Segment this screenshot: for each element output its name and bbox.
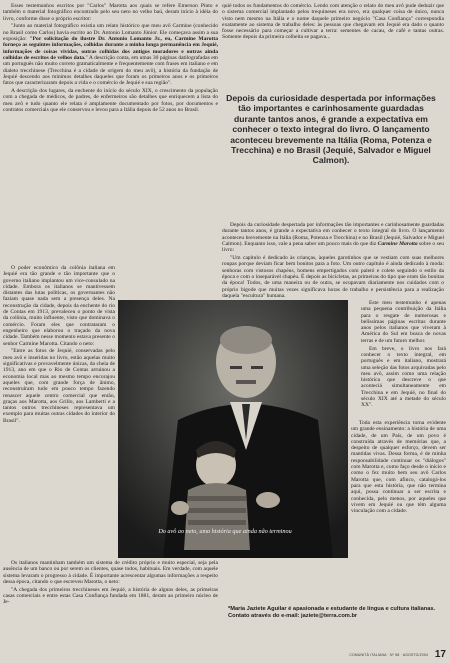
page-number: 17 <box>434 649 446 660</box>
article-paragraph: quié todos os fundamentos do comércio. Lendo com atenção o relato do meu avô pude deduzir que o sistema comercial implantado pelos trequineses era novo, era qualquer coisa de único, nunca visto nem mesmo na Itália e o nome daquele primeiro negócio "Casa Confiança" correspondia exatamente ao sistema de trabalho deles: às pessoas que chegavam em Jequié era dado o quanto fosse necessário para começar a cultivar a terra: sementes de cacau, de café e tantas outras. Somente depois da primeira colheita se pagava... <box>222 3 444 41</box>
photo-illustration <box>118 300 348 558</box>
article-column-right-narrow-lower <box>351 420 446 560</box>
author-footnote <box>228 606 446 620</box>
photo-caption: Do avô ao neto, uma história que ainda não terminou <box>158 528 292 535</box>
article-text: sobre o seu livro: <box>222 240 444 254</box>
quote-bold-text: "Por solicitação do ilustre Dr. Antonio Lomanto Jr., eu, Carmine Marotta forneço as seguintes informações, colhidas durante a minha longa permanência em Jequié, informações de coisas vividas, outras colhidas dos antigos moradores e outras ainda colhidas de escritos de velhos data. <box>3 36 218 61</box>
article-column-right-top <box>222 3 444 85</box>
article-paragraph <box>222 222 444 253</box>
article-paragraph: Os italianos mantinham também um sistema de crédito próprio e muito especial, seja pela ausência de um banco ou por serem os clientes, quase todos, habituais. Em verdade, com aquele sistema levaram o progresso à cidade. É importante acrescentar algumas informações a respeito dessa época, citando o que escreveu Marotta, o neto: <box>3 560 218 585</box>
article-paragraph: Em breve, o livro nos fará conhecer o texto integral, em português e em italiano, mostrará uma seleção das fotos arquivadas pelo meu avô, assim como uma relação histórica que descreve o que aconteciá simultaneamente em Trecchina e em Jequié, no final do século XIX até a metade do século XX". <box>361 345 446 409</box>
footnote-contact: Contato através do e-mail: jaziete@terra.com.br <box>228 612 358 619</box>
article-paragraph: A descrição dos lugares, da enchente do início do século XIX, o crescimento da população com a chegada de médicos, de padres, de enfermeiros são detalhes que enriquecem a lista do meu avô e tudo quanto ele relata é amplamente documentado por fotos, por documentos e contratos comerciais que ele conservou e levou para a Itália depois de 52 anos no Brasil. <box>3 88 218 113</box>
article-paragraph: "Um capítulo é dedicado às crianças, àqueles garotinhos que se vestiam com suas melhores roupas porque deviam ficar bem bonitos para a foto. Um outro capítulo é ainda dedicado à moda: senhoras com vistosos chapéus, homens empertigados com paletó e colete seguindo o estilo da época e com o inseparável chapéu. É depois as bicicletas, as primeiras do tipo que eram tão bonitas da época! Todos, de uma maneira ou de outra, se ocupavam diariamente nos cuidados com o próprio bigode que muitas vezes significava horas de trabalho e persistência para a realização daquela "escultura" humana. <box>222 255 444 299</box>
article-column-left-narrow <box>3 265 115 560</box>
article-paragraph: "Entre as fotos de Jequié, conservadas pelo meu avô e inseridas no livro, estão aquelas muito significativas e provavelmente únicas, da cheia de 1913, ano em que o Rio de Contas arruinou a economia local mas ao mesmo tempo encorajou aqueles que, com grande força de ânimo, reconstruíram tudo em pouco tempo fazendo renascer aquele centro comercial que então, graças aos Marotta, aos Grillo, aos Lamberti e a tantos outros trecchineses representava um exemplo para muitas outras cidades do interior do Brasil". <box>3 348 115 424</box>
article-column-left-bottom <box>3 560 218 648</box>
footer-publication: COMUNITÀ ITALIANA · Nº 58 · AGOSTO/2004 <box>349 653 428 657</box>
quote-text: "Junto ao material fotográfico existia um relato histórico que meu avô Carmine (conhecido no Brasil como Carlos) havia escrito ao Dr. Antonio Lomanto Júnior. Ele começava assim a sua exposição: <box>3 23 218 43</box>
author-name: Carmine Marotta <box>377 240 418 247</box>
article-column-right-middle <box>222 222 444 300</box>
footnote-line: *Maria Jaziete Aguilar é apasionada e estudante de língua e cultura italianas. <box>228 606 436 612</box>
article-paragraph: "A chegada dos primeiros trecchineses em Jequié, a história de alguns deles, as primeiras casas comerciais e entre estas Casa Confiança fundada em 1881, deram ao primeiro núcleo de Je- <box>3 586 218 606</box>
article-column-left <box>3 3 218 265</box>
pull-quote: Depois da curiosidade despertada por informações tão importantes e carinhosamente guardadas durante tantos anos, é grande a expectativa em conhecer o texto integral do livro. O lançamento aconteceu brevemente na Itália (Roma, Potenza e Trecchina) e no Brasil (Jequié, Salvador e Miguel Calmon). <box>226 93 436 166</box>
article-paragraph: Este meu testemunho é apenas uma pequena contribuição da Itália para o resgate de numerosas e belíssimas páginas escritas durante anos pelos italianos que viveram à América do Sul em busca de novas terras e de um futuro melhor. <box>361 300 446 344</box>
quote-text: " A descrição conta, em umas 30 páginas datilografadas em um português não muito correto gramaticalmente e frequentemente com frases em italiano e em dialeto trecchinese (Trecchina é a cidade de origem do meu avô), a história da fundação de Jequié descendo aos mínimos detalhes daqueles que foram os primeiros anos e os primeiros fatos que caracterizaram depois a vida e o comércio de Jequié e sua região". <box>3 54 218 87</box>
article-text: Depois da curiosidade despertada por informações tão importantes e carinhosamente guardadas durante tantos anos, é grande a expectativa em conhecer o texto integral do livro. O lançamento aconteceu brevemente na Itália (Roma, Potenza e Trecchina) e no Brasil (Jequié, Salvador e Miguel Calmon). Enquanto isso, vale a pena saber um pouco mais do que diz <box>222 222 444 247</box>
family-photo <box>118 300 348 558</box>
article-paragraph: Toda esta experiência torna evidente um grande ensinamento: a história de uma cidade, de um País, de um povo é construída através de memórias que, a despeito de qualquer esforço, devem ser mantidas vivas. Dessa forma, é de minha responsabilidade continuar os "diálogos" com Marotta e, como faço desde o início e como o fez muito bem seu avô Carlos Marotta que, com afinco, catalogá-los para que esta história, que não termina aqui, possa continuar a ser escrita e conhecida, pelo menos, por aqueles que vivem em Jequié ou que têm alguma vinculação com a cidade. <box>351 420 446 515</box>
article-paragraph: O poder econômico da colônia italiana em Jequié era tão grande e tão importante que o governo italiano implantou um vice-consulado na cidade. Embora os italianos se mantivessem distantes das lutas políticas, os governantes não faziam quase nada sem a presença deles. Na reconstrução da cidade, depois da enchente do rio de Contas em 1913, prevaleceu o ponto de vista da colônia, muito influente, visto que dominava o comércio. Foram eles que contrataram o engenheiro que elaborou o traçado da nova cidade. Também nesse momento estava presente o senhor Carmine Marotta. Citando o neto: <box>3 265 115 347</box>
article-paragraph <box>3 23 218 86</box>
article-paragraph: Esses testemunhos escritos por "Carlos" Marotta aos quais se refere Emerson Pinto e também o material fotográfico encontrado pelo seu neto no velho baú, deram início à idéia do livro, conforme disse o próprio escritor: <box>3 3 218 22</box>
